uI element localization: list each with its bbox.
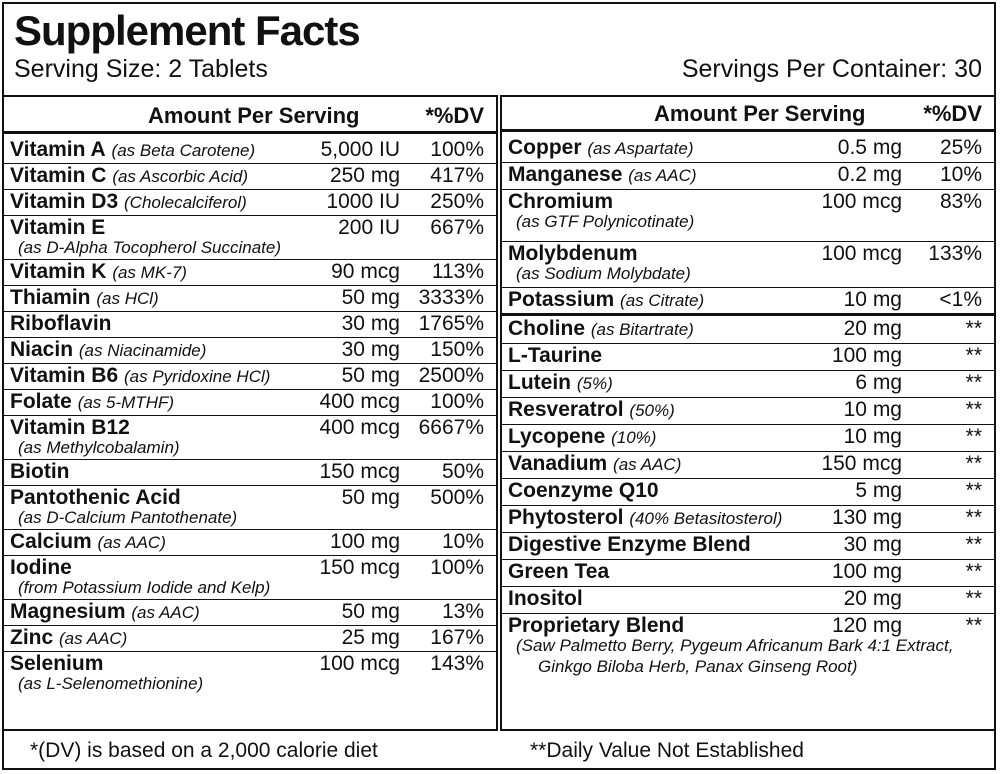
nutrient-row [4, 529, 496, 556]
nutrient-row [502, 559, 994, 587]
nutrient-dv: ** [965, 317, 982, 340]
nutrient-amount: 100 mg [329, 530, 400, 553]
nutrient-row [4, 389, 496, 416]
nutrient-row [4, 555, 496, 600]
nutrient-source: (as GTF Polynicotinate) [516, 212, 695, 231]
nutrient-form: (as AAC) [613, 455, 682, 474]
nutrient-dv: 10% [939, 163, 982, 186]
nutrient-source: (as L-Selenomethionine) [18, 674, 204, 693]
nutrient-name: Resveratrol (50%) [508, 398, 675, 421]
nutrient-amount: 120 mg [831, 614, 902, 637]
nutrient-amount: 250 mg [329, 164, 400, 187]
nutrient-row [4, 189, 496, 216]
nutrient-amount: 30 mg [341, 338, 400, 361]
nutrient-row [502, 505, 994, 533]
nutrient-row [4, 599, 496, 626]
footer-dv-note: *(DV) is based on a 2,000 calorie diet [30, 739, 378, 762]
nutrient-name: Manganese (as AAC) [508, 163, 697, 186]
nutrient-row [502, 613, 994, 693]
nutrient-dv: 100% [430, 138, 484, 161]
nutrient-row [4, 137, 496, 164]
nutrient-form: (as Beta Carotene) [111, 141, 256, 160]
nutrient-amount: 150 mcg [821, 452, 902, 475]
nutrient-form: (Cholecalciferol) [124, 193, 247, 212]
nutrient-amount: 90 mcg [331, 260, 400, 283]
nutrient-dv: 500% [430, 486, 484, 509]
nutrient-dv: ** [965, 587, 982, 610]
nutrient-amount: 100 mcg [821, 242, 902, 265]
nutrient-dv: ** [965, 533, 982, 556]
nutrient-name: Copper (as Aspartate) [508, 136, 694, 159]
nutrient-name: Biotin [10, 460, 70, 483]
nutrient-amount: 6 mg [855, 371, 902, 394]
nutrient-row [502, 370, 994, 398]
nutrient-form: (as AAC) [131, 603, 200, 622]
nutrient-amount: 25 mg [341, 626, 400, 649]
nutrient-dv: ** [965, 452, 982, 475]
nutrient-form: (as 5-MTHF) [77, 393, 175, 412]
nutrient-form: (as Citrate) [620, 291, 705, 310]
nutrient-amount: 20 mg [843, 317, 902, 340]
nutrient-source: (Saw Palmetto Berry, Pygeum Africanum Bark 4:1 Extract, [516, 636, 954, 655]
nutrient-amount: 50 mg [341, 600, 400, 623]
nutrient-name: Iodine [10, 556, 72, 579]
nutrient-row [502, 424, 994, 452]
nutrient-amount: 10 mg [843, 425, 902, 448]
nutrient-row [502, 586, 994, 614]
nutrient-amount: 1000 IU [326, 190, 400, 213]
nutrient-row [502, 135, 994, 163]
nutrient-name: Vanadium (as AAC) [508, 452, 682, 475]
dv-header: *%DV [425, 103, 484, 128]
nutrient-row [502, 189, 994, 242]
nutrient-amount: 0.2 mg [837, 163, 902, 186]
nutrient-row [4, 285, 496, 312]
nutrient-amount: 50 mg [341, 486, 400, 509]
nutrient-dv: 13% [441, 600, 484, 623]
nutrient-dv: 6667% [418, 416, 484, 439]
nutrient-dv: ** [965, 560, 982, 583]
nutrient-row [4, 415, 496, 460]
nutrient-row [4, 311, 496, 338]
left-nutrient-panel [2, 95, 498, 731]
nutrient-row [502, 316, 994, 344]
nutrient-name: Lycopene (10%) [508, 425, 657, 448]
nutrient-name: Lutein (5%) [508, 371, 613, 394]
nutrient-name: Green Tea [508, 560, 610, 583]
nutrient-row [4, 337, 496, 364]
nutrient-name: Vitamin C (as Ascorbic Acid) [10, 164, 249, 187]
nutrient-name: Niacin (as Niacinamide) [10, 338, 207, 361]
nutrient-dv: ** [965, 614, 982, 637]
nutrient-name: Coenzyme Q10 [508, 479, 659, 502]
nutrient-form: (as AAC) [97, 533, 166, 552]
nutrient-name: Vitamin D3 (Cholecalciferol) [10, 190, 247, 213]
nutrient-amount: 150 mcg [319, 556, 400, 579]
nutrient-amount: 5 mg [855, 479, 902, 502]
nutrient-source: (as D-Calcium Pantothenate) [18, 508, 238, 527]
nutrient-dv: 25% [939, 136, 982, 159]
nutrient-amount: 50 mg [341, 286, 400, 309]
nutrient-form: (40% Betasitosterol) [629, 509, 783, 528]
nutrient-name: Vitamin B6 (as Pyridoxine HCl) [10, 364, 271, 387]
dv-header: *%DV [923, 101, 982, 126]
nutrient-form: (as Bitartrate) [590, 320, 694, 339]
nutrient-form: (as AAC) [628, 166, 697, 185]
nutrient-amount: 400 mcg [319, 416, 400, 439]
nutrient-source: (as Methylcobalamin) [18, 438, 180, 457]
nutrient-form: (as Pyridoxine HCl) [124, 367, 271, 386]
nutrient-dv: 667% [430, 216, 484, 239]
nutrient-row [4, 625, 496, 652]
nutrient-name: Chromium [508, 190, 613, 213]
nutrient-row [4, 163, 496, 190]
nutrient-dv: 10% [441, 530, 484, 553]
nutrient-row [4, 485, 496, 530]
header-divider [502, 129, 994, 132]
nutrient-name: Vitamin B12 [10, 416, 130, 439]
servings-per-container: Servings Per Container: 30 [681, 55, 982, 83]
nutrient-dv: ** [965, 398, 982, 421]
nutrient-dv: ** [965, 506, 982, 529]
nutrient-dv: 417% [430, 164, 484, 187]
nutrient-row [4, 215, 496, 260]
nutrient-name: Phytosterol (40% Betasitosterol) [508, 506, 783, 529]
nutrient-form: (50%) [629, 401, 675, 420]
nutrient-amount: 130 mg [831, 506, 902, 529]
nutrient-dv: 3333% [418, 286, 484, 309]
nutrient-amount: 100 mcg [319, 652, 400, 675]
nutrient-dv: 167% [430, 626, 484, 649]
nutrient-form: (5%) [576, 374, 613, 393]
nutrient-name: Vitamin A (as Beta Carotene) [10, 138, 256, 161]
nutrient-dv: 250% [430, 190, 484, 213]
header-divider [4, 131, 496, 134]
nutrient-name: Calcium (as AAC) [10, 530, 166, 553]
nutrient-form: (as HCl) [96, 289, 159, 308]
amount-per-serving-header: Amount Per Serving [654, 101, 866, 126]
nutrient-form: (as MK-7) [112, 263, 187, 282]
nutrient-dv: 133% [928, 242, 982, 265]
nutrient-row [502, 241, 994, 288]
nutrient-row [502, 343, 994, 371]
nutrient-amount: 0.5 mg [837, 136, 902, 159]
nutrient-amount: 50 mg [341, 364, 400, 387]
nutrient-source: (as D-Alpha Tocopherol Succinate) [18, 238, 282, 257]
nutrient-name: Pantothenic Acid [10, 486, 181, 509]
nutrient-dv: 150% [430, 338, 484, 361]
right-nutrient-panel [500, 95, 996, 731]
nutrient-row [4, 651, 496, 699]
nutrient-row [502, 397, 994, 425]
nutrient-amount: 100 mg [831, 344, 902, 367]
nutrient-name: Folate (as 5-MTHF) [10, 390, 175, 413]
nutrient-name: Vitamin E [10, 216, 106, 239]
nutrient-name: Inositol [508, 587, 583, 610]
nutrient-amount: 20 mg [843, 587, 902, 610]
nutrient-amount: 5,000 IU [320, 138, 400, 161]
nutrient-form: (as AAC) [59, 629, 128, 648]
nutrient-dv: 100% [430, 390, 484, 413]
nutrient-row [4, 259, 496, 286]
nutrient-amount: 30 mg [843, 533, 902, 556]
nutrient-source: (from Potassium Iodide and Kelp) [18, 578, 271, 597]
nutrient-row [502, 287, 994, 315]
nutrient-dv: 83% [939, 190, 982, 213]
nutrient-source: (as Sodium Molybdate) [516, 264, 691, 283]
nutrient-name: Potassium (as Citrate) [508, 288, 705, 311]
nutrient-amount: 100 mg [831, 560, 902, 583]
nutrient-name: Selenium [10, 652, 104, 675]
nutrient-dv: ** [965, 425, 982, 448]
nutrient-dv: <1% [939, 288, 982, 311]
nutrient-row [4, 459, 496, 486]
nutrient-name: L-Taurine [508, 344, 603, 367]
nutrient-amount: 150 mcg [319, 460, 400, 483]
nutrient-amount: 10 mg [843, 398, 902, 421]
nutrient-name: Choline (as Bitartrate) [508, 317, 694, 340]
nutrient-row [502, 478, 994, 506]
nutrient-amount: 200 IU [338, 216, 400, 239]
serving-size: Serving Size: 2 Tablets [14, 55, 268, 83]
nutrient-dv: 50% [441, 460, 484, 483]
nutrient-dv: ** [965, 344, 982, 367]
nutrient-name: Vitamin K (as MK-7) [10, 260, 187, 283]
nutrient-row [502, 451, 994, 479]
nutrient-dv: ** [965, 479, 982, 502]
nutrient-amount: 100 mcg [821, 190, 902, 213]
nutrient-source: Ginkgo Biloba Herb, Panax Ginseng Root) [538, 657, 858, 676]
nutrient-name: Magnesium (as AAC) [10, 600, 200, 623]
footer-not-established-note: **Daily Value Not Established [530, 739, 804, 762]
nutrient-dv: 2500% [418, 364, 484, 387]
nutrient-name: Thiamin (as HCl) [10, 286, 159, 309]
nutrient-form: (as Ascorbic Acid) [112, 167, 249, 186]
nutrient-row [502, 162, 994, 190]
nutrient-form: (as Aspartate) [587, 139, 694, 158]
amount-per-serving-header: Amount Per Serving [148, 103, 360, 128]
nutrient-row [502, 532, 994, 560]
nutrient-form: (as Niacinamide) [78, 341, 207, 360]
nutrient-row [4, 363, 496, 390]
nutrient-dv: ** [965, 371, 982, 394]
nutrient-form: (10%) [611, 428, 657, 447]
nutrient-name: Riboflavin [10, 312, 112, 335]
nutrient-dv: 1765% [418, 312, 484, 335]
nutrient-amount: 400 mcg [319, 390, 400, 413]
nutrient-name: Molybdenum [508, 242, 638, 265]
nutrient-amount: 30 mg [341, 312, 400, 335]
nutrient-name: Zinc (as AAC) [10, 626, 128, 649]
nutrient-dv: 143% [430, 652, 484, 675]
nutrient-dv: 113% [431, 260, 484, 283]
label-title: Supplement Facts [14, 7, 360, 54]
nutrient-name: Digestive Enzyme Blend [508, 533, 751, 556]
nutrient-amount: 10 mg [843, 288, 902, 311]
nutrient-name: Proprietary Blend [508, 614, 685, 637]
nutrient-dv: 100% [430, 556, 484, 579]
